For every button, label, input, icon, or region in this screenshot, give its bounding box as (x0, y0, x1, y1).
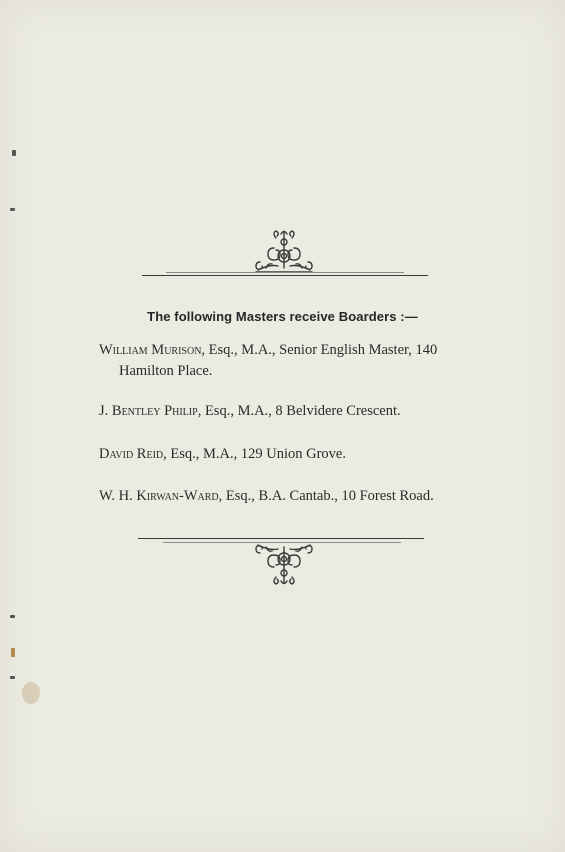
margin-mark (11, 648, 15, 657)
master-details-continued: Hamilton Place. (119, 363, 213, 379)
list-item (99, 340, 499, 382)
margin-mark (10, 615, 15, 618)
master-name: David Reid (99, 446, 164, 462)
margin-mark (10, 208, 15, 211)
page-heading: The following Masters receive Boarders :— (147, 309, 418, 324)
scroll-flourish-icon (252, 228, 316, 274)
master-details: , Esq., M.A., 129 Union Grove. (163, 446, 346, 462)
master-name: William Murison (99, 342, 202, 358)
margin-mark (12, 150, 16, 156)
master-details: , Esq., M.A., 8 Belvidere Crescent. (197, 403, 401, 419)
master-name: J. Bentley Philip (99, 403, 198, 419)
list-item (99, 444, 499, 465)
paper-stain (22, 682, 40, 704)
divider-rule (138, 538, 424, 539)
master-details: , Esq., M.A., Senior English Master, 140 (201, 342, 438, 358)
list-item (99, 486, 499, 507)
master-name: W. H. Kirwan-Ward (99, 488, 219, 504)
margin-mark (10, 676, 15, 679)
scroll-flourish-icon (252, 541, 316, 587)
divider-rule (142, 275, 428, 276)
master-details: , Esq., B.A. Cantab., 10 Forest Road. (218, 488, 434, 504)
divider-rule (166, 272, 404, 273)
list-item (99, 401, 499, 422)
